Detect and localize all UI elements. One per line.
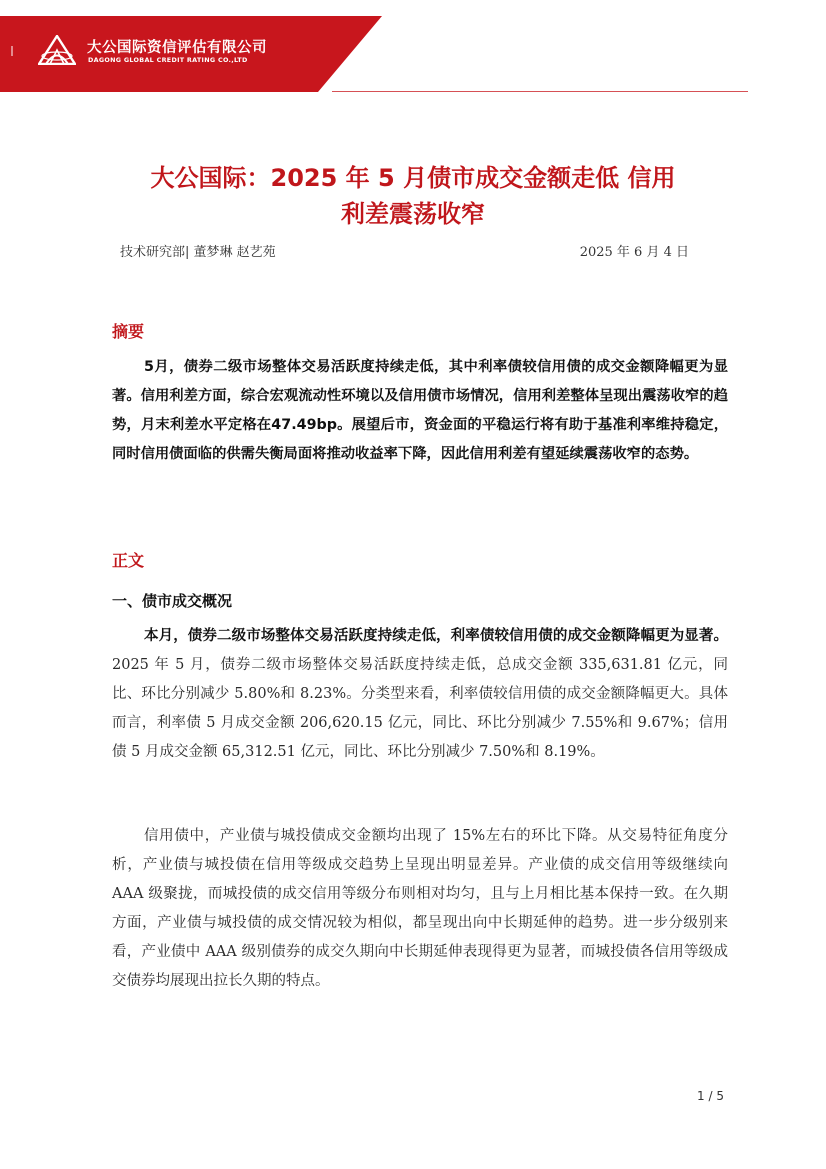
company-name-en: DAGONG GLOBAL CREDIT RATING CO.,LTD — [88, 56, 248, 64]
dagong-logo-icon — [38, 35, 76, 65]
body-heading: 正文 — [112, 551, 145, 570]
report-title-line2: 利差震荡收窄 — [341, 200, 485, 228]
body-paragraph-1 — [112, 622, 728, 767]
body-paragraph-2: 信用债中，产业债与城投债成交金额均出现了 15%左右的环比下降。从交易特征角度分析，产业债与城投债在信用等级成交趋势上呈现出明显差异。产业债的成交信用等级继续向 AAA 级聚拢，而城投债的成交信用等级分布则相对均匀，且与上月相比基本保持一致。在久期方面，产业债与城投债的成交情况较为相似，都呈现出向中长期延伸的趋势。进一步分级别来看，产业债中 AAA 级别债券的成交久期向中长期延伸表现得更为显著，而城投债各信用等级成交债券均展现出拉长久期的特点。 — [112, 828, 728, 989]
section1-title: 一、债市成交概况 — [112, 592, 233, 610]
paragraph-rest: 2025 年 5 月，债券二级市场整体交易活跃度持续走低，总成交金额 335,631.81 亿元，同比、环比分别减少 5.80%和 8.23%。分类型来看，利率债较信用债的成交金额降幅更大。具体而言，利率债 5 月成交金额 206,620.15 亿元，同比、环比分别减少 7.55%和 9.67%；信用债 5 月成交金额 65,312.51 亿元，同比、环比分别减少 7.50%和 8.19%。 — [112, 657, 728, 760]
report-title-line1: 大公国际：2025 年 5 月债市成交金额走低 信用 — [150, 164, 676, 192]
byline-date: 2025 年 6 月 4 日 — [579, 245, 689, 260]
abstract-heading: 摘要 — [112, 322, 145, 341]
page-number: 1 / 5 — [697, 1089, 724, 1103]
byline-authors: 技术研究部| 董梦琳 赵艺苑 — [120, 245, 276, 260]
paragraph-lead: 本月，债券二级市场整体交易活跃度持续走低，利率债较信用债的成交金额降幅更为显著。 — [144, 628, 728, 644]
company-name-cn: 大公国际资信评估有限公司 — [87, 40, 267, 56]
abstract-text: 5月，债券二级市场整体交易活跃度持续走低，其中利率债较信用债的成交金额降幅更为显著。信用利差方面，综合宏观流动性环境以及信用债市场情况，信用利差整体呈现出震荡收窄的趋势，月末利差水平定格在47.49bp。展望后市，资金面的平稳运行将有助于基准利率维持稳定，同时信用债面临的供需失衡局面将推动收益率下降，因此信用利差有望延续震荡收窄的态势。 — [112, 359, 728, 462]
page-header — [0, 0, 826, 92]
